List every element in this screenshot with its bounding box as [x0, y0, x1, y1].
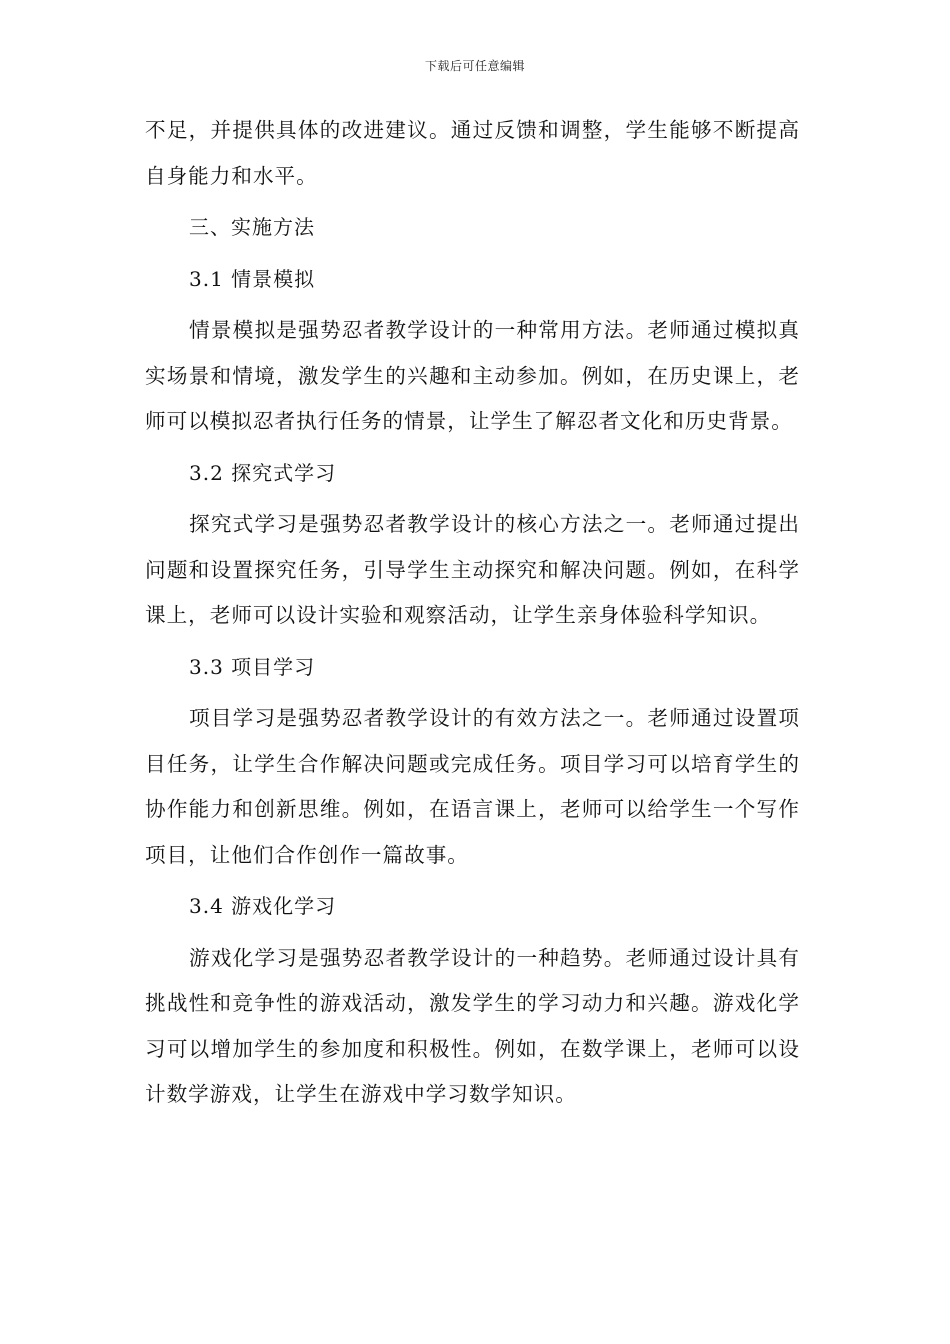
subsection-heading: 3.3 项目学习: [189, 654, 316, 679]
section-heading: 三、实施方法: [189, 215, 315, 239]
intro-continuation-paragraph: 不足，并提供具体的改进建议。通过反馈和调整，学生能够不断提高自身能力和水平。: [145, 118, 800, 188]
subsection-heading: 3.2 探究式学习: [189, 460, 337, 485]
document-body: [145, 108, 800, 1118]
subsection-heading: 3.1 情景模拟: [189, 266, 316, 291]
subsection-paragraph: 游戏化学习是强势忍者教学设计的一种趋势。老师通过设计具有挑战性和竞争性的游戏活动，激发学生的学习动力和兴趣。游戏化学习可以增加学生的参加度和积极性。例如，在数学课上，老师可以设计数学游戏，让学生在游戏中学习数学知识。: [145, 945, 800, 1106]
page-header: 下载后可任意编辑: [424, 59, 525, 73]
subsection-heading: 3.4 游戏化学习: [189, 894, 337, 918]
subsection-paragraph: 探究式学习是强势忍者教学设计的核心方法之一。老师通过提出问题和设置探究任务，引导学生主动探究和解决问题。例如，在科学课上，老师可以设计实验和观察活动，让学生亲身体验科学知识。: [145, 512, 800, 627]
subsection-paragraph: 情景模拟是强势忍者教学设计的一种常用方法。老师通过模拟真实场景和情境，激发学生的兴趣和主动参加。例如，在历史课上，老师可以模拟忍者执行任务的情景，让学生了解忍者文化和历史背景。: [145, 318, 800, 433]
subsection-paragraph: 项目学习是强势忍者教学设计的有效方法之一。老师通过设置项目任务，让学生合作解决问题或完成任务。项目学习可以培育学生的协作能力和创新思维。例如，在语言课上，老师可以给学生一个写作项目，让他们合作创作一篇故事。: [145, 706, 800, 867]
